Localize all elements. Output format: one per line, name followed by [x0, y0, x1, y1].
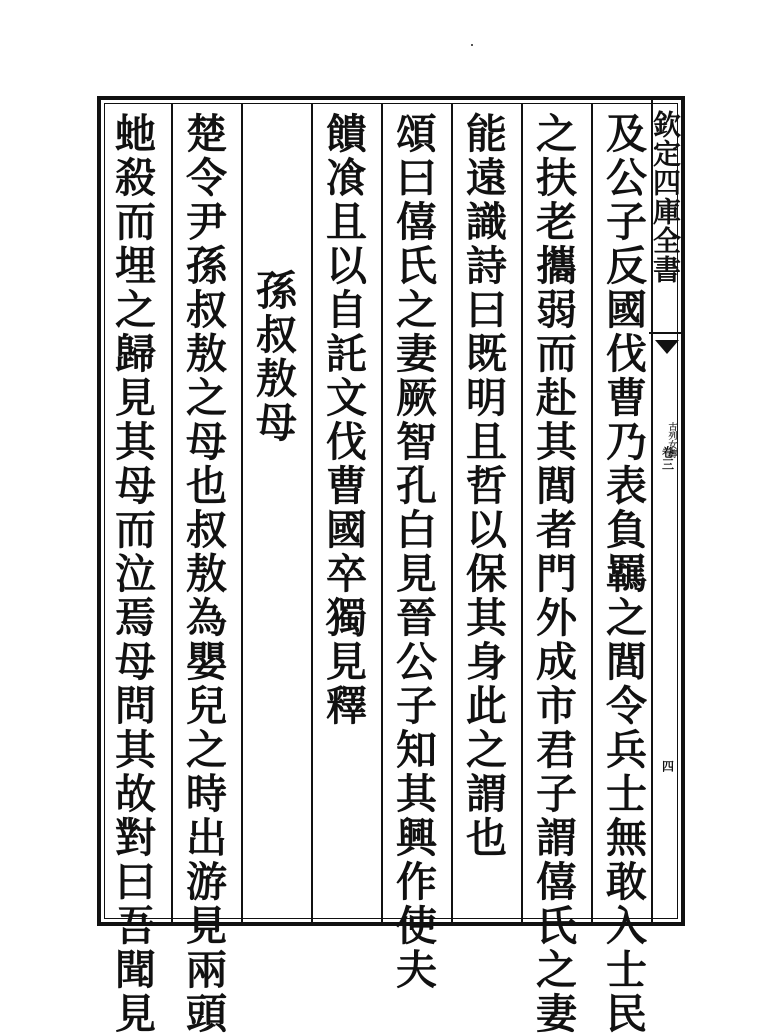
text-column-5 — [311, 104, 373, 922]
page-frame — [97, 96, 685, 1036]
volume-label: 卷三 — [660, 446, 675, 470]
column-text: 頌曰僖氏之妻厥智孔白見晉公子知其興作使夫 — [389, 112, 437, 992]
margin-strip — [651, 100, 681, 922]
collection-title: 欽定四庫全書 — [649, 110, 682, 284]
column-text: 饋飡且以自託文伐曹國卒獨見釋 — [319, 112, 367, 728]
text-column-7 — [171, 104, 233, 1036]
text-column-2 — [521, 104, 583, 1036]
stray-mark — [471, 44, 473, 46]
book-title: 古列女傳 — [666, 422, 677, 458]
text-column-8 — [101, 104, 163, 1036]
page-number: 四 — [660, 760, 675, 772]
text-column-6 — [241, 104, 303, 922]
column-text: 楚令尹孫叔敖之母也叔敖為嬰兒之時出游見兩頭 — [179, 112, 227, 1036]
text-column-4 — [381, 104, 443, 992]
text-column-1 — [591, 104, 653, 1036]
column-text: 虵殺而埋之歸見其母而泣焉母問其故對曰吾聞見 — [108, 112, 156, 1036]
fishtail-mark — [655, 340, 679, 354]
text-column-3 — [451, 104, 513, 922]
column-text: 之扶老攜弱而赴其閭者門外成市君子謂僖氏之妻 — [529, 112, 577, 1036]
column-text: 及公子反國伐曹乃表負羈之閭令兵士無敢入士民 — [599, 112, 647, 1036]
text-body — [101, 100, 656, 1036]
margin-title-box — [649, 104, 681, 334]
section-heading: 孫叔敖母 — [249, 269, 297, 445]
column-text: 能遠識詩曰既明且哲以保其身此之謂也 — [459, 112, 507, 860]
